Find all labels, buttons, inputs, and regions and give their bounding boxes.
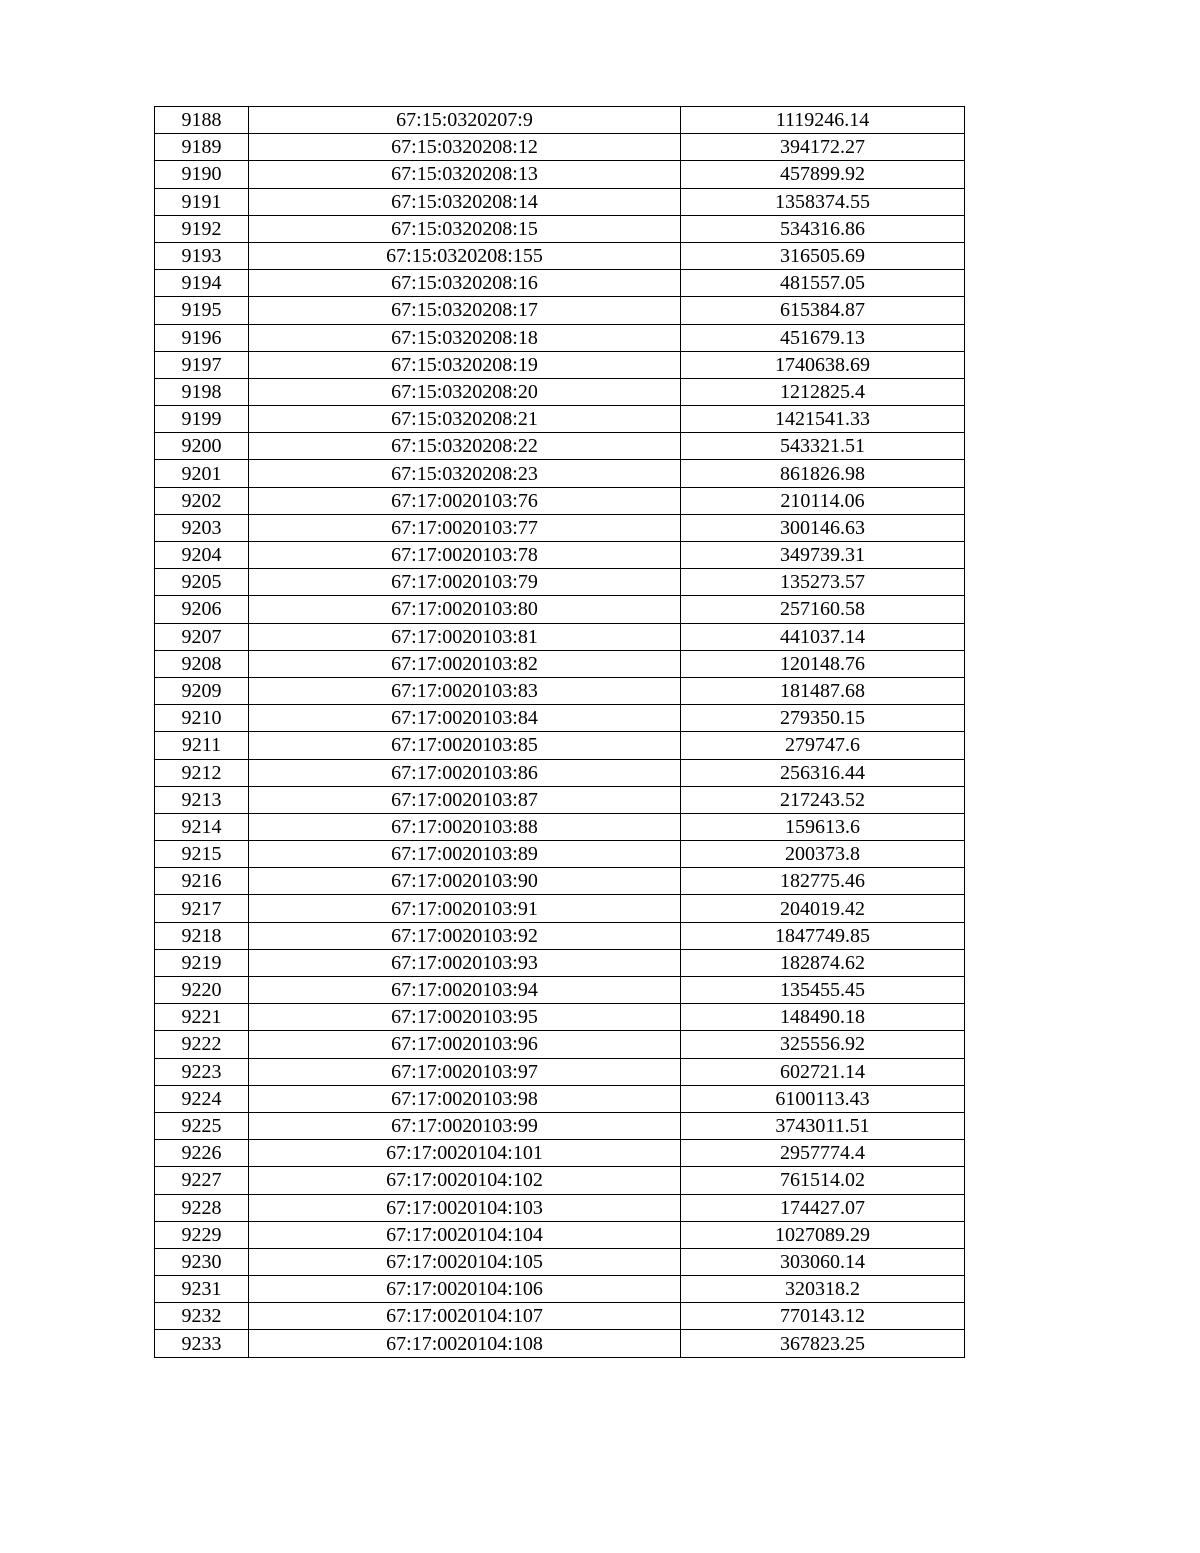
table-row [155, 650, 965, 677]
cadastral-number-cell: 67:15:0320208:19 [249, 351, 681, 378]
table-row [155, 324, 965, 351]
row-number-cell: 9227 [155, 1167, 249, 1194]
cadastral-number-cell: 67:17:0020103:84 [249, 705, 681, 732]
cadastral-number-cell: 67:17:0020103:90 [249, 868, 681, 895]
cadastral-number-cell: 67:17:0020103:88 [249, 813, 681, 840]
row-number-cell: 9194 [155, 270, 249, 297]
row-number-cell: 9203 [155, 514, 249, 541]
table-row [155, 1140, 965, 1167]
row-number-cell: 9224 [155, 1085, 249, 1112]
value-cell: 534316.86 [681, 215, 965, 242]
table-row [155, 705, 965, 732]
table-row [155, 487, 965, 514]
value-cell: 1212825.4 [681, 378, 965, 405]
row-number-cell: 9218 [155, 922, 249, 949]
table-row [155, 1031, 965, 1058]
row-number-cell: 9211 [155, 732, 249, 759]
cadastral-number-cell: 67:15:0320208:22 [249, 433, 681, 460]
cadastral-number-cell: 67:17:0020103:77 [249, 514, 681, 541]
row-number-cell: 9192 [155, 215, 249, 242]
row-number-cell: 9206 [155, 596, 249, 623]
cadastral-number-cell: 67:15:0320208:13 [249, 161, 681, 188]
row-number-cell: 9214 [155, 813, 249, 840]
row-number-cell: 9216 [155, 868, 249, 895]
cadastral-number-cell: 67:15:0320208:14 [249, 188, 681, 215]
row-number-cell: 9210 [155, 705, 249, 732]
data-table [154, 106, 965, 1358]
row-number-cell: 9213 [155, 786, 249, 813]
cadastral-number-cell: 67:17:0020103:94 [249, 977, 681, 1004]
cadastral-number-cell: 67:15:0320208:12 [249, 134, 681, 161]
cadastral-number-cell: 67:17:0020104:108 [249, 1330, 681, 1357]
value-cell: 279350.15 [681, 705, 965, 732]
row-number-cell: 9199 [155, 406, 249, 433]
row-number-cell: 9188 [155, 107, 249, 134]
row-number-cell: 9226 [155, 1140, 249, 1167]
cadastral-number-cell: 67:17:0020103:93 [249, 949, 681, 976]
table-body [155, 107, 965, 1358]
cadastral-number-cell: 67:15:0320208:21 [249, 406, 681, 433]
value-cell: 1119246.14 [681, 107, 965, 134]
cadastral-number-cell: 67:17:0020103:85 [249, 732, 681, 759]
value-cell: 182775.46 [681, 868, 965, 895]
table-row [155, 1004, 965, 1031]
cadastral-number-cell: 67:17:0020103:91 [249, 895, 681, 922]
table-row [155, 1112, 965, 1139]
cadastral-number-cell: 67:17:0020103:96 [249, 1031, 681, 1058]
value-cell: 349739.31 [681, 542, 965, 569]
row-number-cell: 9217 [155, 895, 249, 922]
cadastral-number-cell: 67:17:0020103:89 [249, 841, 681, 868]
value-cell: 300146.63 [681, 514, 965, 541]
table-row [155, 1194, 965, 1221]
cadastral-number-cell: 67:17:0020103:83 [249, 677, 681, 704]
table-row [155, 188, 965, 215]
table-row [155, 977, 965, 1004]
cadastral-number-cell: 67:17:0020103:81 [249, 623, 681, 650]
cadastral-number-cell: 67:15:0320208:18 [249, 324, 681, 351]
value-cell: 451679.13 [681, 324, 965, 351]
table-row [155, 242, 965, 269]
table-row [155, 922, 965, 949]
row-number-cell: 9231 [155, 1276, 249, 1303]
table-row [155, 1303, 965, 1330]
row-number-cell: 9209 [155, 677, 249, 704]
cadastral-number-cell: 67:17:0020103:80 [249, 596, 681, 623]
cadastral-number-cell: 67:17:0020103:95 [249, 1004, 681, 1031]
cadastral-number-cell: 67:17:0020103:78 [249, 542, 681, 569]
row-number-cell: 9225 [155, 1112, 249, 1139]
table-row [155, 1330, 965, 1357]
cadastral-number-cell: 67:17:0020104:107 [249, 1303, 681, 1330]
value-cell: 543321.51 [681, 433, 965, 460]
value-cell: 135273.57 [681, 569, 965, 596]
cadastral-number-cell: 67:17:0020103:99 [249, 1112, 681, 1139]
table-row [155, 134, 965, 161]
row-number-cell: 9189 [155, 134, 249, 161]
table-row [155, 514, 965, 541]
row-number-cell: 9197 [155, 351, 249, 378]
table-row [155, 949, 965, 976]
table-row [155, 215, 965, 242]
row-number-cell: 9223 [155, 1058, 249, 1085]
value-cell: 257160.58 [681, 596, 965, 623]
table-row [155, 107, 965, 134]
value-cell: 204019.42 [681, 895, 965, 922]
value-cell: 1421541.33 [681, 406, 965, 433]
row-number-cell: 9198 [155, 378, 249, 405]
table-row [155, 596, 965, 623]
table-row [155, 895, 965, 922]
cadastral-number-cell: 67:17:0020104:103 [249, 1194, 681, 1221]
cadastral-number-cell: 67:17:0020104:102 [249, 1167, 681, 1194]
value-cell: 394172.27 [681, 134, 965, 161]
value-cell: 182874.62 [681, 949, 965, 976]
row-number-cell: 9195 [155, 297, 249, 324]
row-number-cell: 9232 [155, 1303, 249, 1330]
table-row [155, 1167, 965, 1194]
row-number-cell: 9190 [155, 161, 249, 188]
row-number-cell: 9202 [155, 487, 249, 514]
cadastral-number-cell: 67:15:0320208:16 [249, 270, 681, 297]
value-cell: 861826.98 [681, 460, 965, 487]
cadastral-number-cell: 67:17:0020103:87 [249, 786, 681, 813]
row-number-cell: 9215 [155, 841, 249, 868]
table-row [155, 378, 965, 405]
value-cell: 615384.87 [681, 297, 965, 324]
value-cell: 1027089.29 [681, 1221, 965, 1248]
table-row [155, 1058, 965, 1085]
table-row [155, 868, 965, 895]
value-cell: 303060.14 [681, 1248, 965, 1275]
table-row [155, 433, 965, 460]
row-number-cell: 9207 [155, 623, 249, 650]
cadastral-number-cell: 67:15:0320207:9 [249, 107, 681, 134]
cadastral-number-cell: 67:17:0020103:79 [249, 569, 681, 596]
cadastral-number-cell: 67:17:0020104:101 [249, 1140, 681, 1167]
table-row [155, 841, 965, 868]
value-cell: 367823.25 [681, 1330, 965, 1357]
value-cell: 325556.92 [681, 1031, 965, 1058]
table-row [155, 1221, 965, 1248]
row-number-cell: 9208 [155, 650, 249, 677]
table-row [155, 1276, 965, 1303]
row-number-cell: 9221 [155, 1004, 249, 1031]
row-number-cell: 9200 [155, 433, 249, 460]
value-cell: 159613.6 [681, 813, 965, 840]
table-row [155, 759, 965, 786]
row-number-cell: 9196 [155, 324, 249, 351]
cadastral-number-cell: 67:17:0020104:105 [249, 1248, 681, 1275]
value-cell: 279747.6 [681, 732, 965, 759]
value-cell: 200373.8 [681, 841, 965, 868]
cadastral-number-cell: 67:15:0320208:20 [249, 378, 681, 405]
value-cell: 120148.76 [681, 650, 965, 677]
cadastral-number-cell: 67:17:0020103:98 [249, 1085, 681, 1112]
value-cell: 770143.12 [681, 1303, 965, 1330]
row-number-cell: 9193 [155, 242, 249, 269]
row-number-cell: 9191 [155, 188, 249, 215]
cadastral-number-cell: 67:17:0020103:86 [249, 759, 681, 786]
value-cell: 1847749.85 [681, 922, 965, 949]
cadastral-number-cell: 67:17:0020103:92 [249, 922, 681, 949]
row-number-cell: 9233 [155, 1330, 249, 1357]
value-cell: 6100113.43 [681, 1085, 965, 1112]
table-row [155, 406, 965, 433]
row-number-cell: 9219 [155, 949, 249, 976]
row-number-cell: 9204 [155, 542, 249, 569]
value-cell: 761514.02 [681, 1167, 965, 1194]
table-row [155, 569, 965, 596]
cadastral-number-cell: 67:17:0020103:76 [249, 487, 681, 514]
value-cell: 1358374.55 [681, 188, 965, 215]
table-row [155, 270, 965, 297]
table-row [155, 677, 965, 704]
cadastral-number-cell: 67:15:0320208:23 [249, 460, 681, 487]
table-row [155, 786, 965, 813]
table-row [155, 813, 965, 840]
value-cell: 3743011.51 [681, 1112, 965, 1139]
row-number-cell: 9222 [155, 1031, 249, 1058]
value-cell: 256316.44 [681, 759, 965, 786]
row-number-cell: 9212 [155, 759, 249, 786]
table-row [155, 460, 965, 487]
value-cell: 441037.14 [681, 623, 965, 650]
table-row [155, 1085, 965, 1112]
value-cell: 481557.05 [681, 270, 965, 297]
value-cell: 2957774.4 [681, 1140, 965, 1167]
table-row [155, 351, 965, 378]
cadastral-number-cell: 67:17:0020103:82 [249, 650, 681, 677]
cadastral-number-cell: 67:17:0020104:104 [249, 1221, 681, 1248]
row-number-cell: 9201 [155, 460, 249, 487]
row-number-cell: 9229 [155, 1221, 249, 1248]
value-cell: 320318.2 [681, 1276, 965, 1303]
cadastral-number-cell: 67:15:0320208:15 [249, 215, 681, 242]
table-row [155, 542, 965, 569]
value-cell: 174427.07 [681, 1194, 965, 1221]
table-row [155, 1248, 965, 1275]
value-cell: 602721.14 [681, 1058, 965, 1085]
table-row [155, 623, 965, 650]
cadastral-number-cell: 67:15:0320208:17 [249, 297, 681, 324]
value-cell: 1740638.69 [681, 351, 965, 378]
row-number-cell: 9230 [155, 1248, 249, 1275]
value-cell: 457899.92 [681, 161, 965, 188]
row-number-cell: 9220 [155, 977, 249, 1004]
row-number-cell: 9205 [155, 569, 249, 596]
value-cell: 316505.69 [681, 242, 965, 269]
value-cell: 181487.68 [681, 677, 965, 704]
value-cell: 217243.52 [681, 786, 965, 813]
table-row [155, 297, 965, 324]
cadastral-number-cell: 67:17:0020103:97 [249, 1058, 681, 1085]
cadastral-number-cell: 67:17:0020104:106 [249, 1276, 681, 1303]
cadastral-number-cell: 67:15:0320208:155 [249, 242, 681, 269]
value-cell: 135455.45 [681, 977, 965, 1004]
table-row [155, 161, 965, 188]
table-row [155, 732, 965, 759]
value-cell: 148490.18 [681, 1004, 965, 1031]
value-cell: 210114.06 [681, 487, 965, 514]
row-number-cell: 9228 [155, 1194, 249, 1221]
